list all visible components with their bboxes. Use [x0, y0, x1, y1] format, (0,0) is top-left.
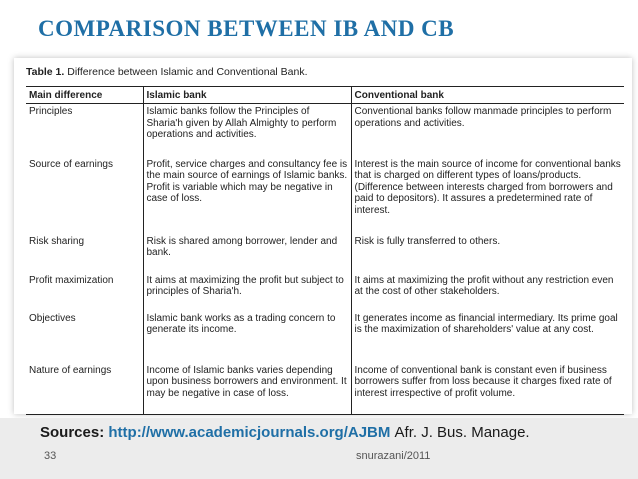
sources-link[interactable]: http://www.academicjournals.org/AJBM — [108, 424, 391, 441]
islamic-bank-cell: Risk is shared among borrower, lender and bank. — [143, 234, 351, 273]
conventional-bank-cell: Conventional banks follow manmade principles to perform operations and activities. — [351, 104, 624, 157]
sources-journal: Afr. J. Bus. Manage. — [394, 424, 530, 441]
page-number: 33 — [44, 450, 57, 462]
header-main-difference: Main difference — [26, 87, 143, 104]
table-caption-label: Table 1. — [26, 66, 65, 78]
author-credit: snurazani/2011 — [356, 450, 431, 462]
islamic-bank-cell: Income of Islamic banks varies depending upon business borrowers and environment. It may be negative in case of loss. — [143, 363, 351, 415]
table-caption-text: Difference between Islamic and Conventional Bank. — [64, 66, 308, 78]
slide-title: COMPARISON BETWEEN IB AND CB — [38, 16, 455, 41]
table-row — [26, 273, 624, 311]
conventional-bank-cell: Interest is the main source of income for conventional banks that is charged on different types of loans/products. (Difference between interests charged from borrowers and paid to depositors). It assures a predetermined rate of interest. — [351, 157, 624, 234]
table-row — [26, 157, 624, 234]
conventional-bank-cell: It aims at maximizing the profit without any restriction even at the cost of other stakeholders. — [351, 273, 624, 311]
islamic-bank-cell: Profit, service charges and consultancy fee is the main source of earnings of Islamic banks. Profit is variable which may be negative in case of loss. — [143, 157, 351, 234]
conventional-bank-cell: It generates income as financial intermediary. Its prime goal is the maximization of shareholders' value at any cost. — [351, 311, 624, 363]
islamic-bank-cell: Islamic bank works as a trading concern to generate its income. — [143, 311, 351, 363]
sources-line — [40, 424, 530, 441]
header-conventional-bank: Conventional bank — [351, 87, 624, 104]
conventional-bank-cell: Income of conventional bank is constant even if business borrowers suffer from loss because it charges fixed rate of interest irrespective of profit volume. — [351, 363, 624, 415]
conventional-bank-cell: Risk is fully transferred to others. — [351, 234, 624, 273]
table-row — [26, 104, 624, 157]
comparison-table — [26, 86, 624, 415]
table-row — [26, 311, 624, 363]
islamic-bank-cell: Islamic banks follow the Principles of Sharia'h given by Allah Almighty to perform operations and activities. — [143, 104, 351, 157]
row-label-risk-sharing: Risk sharing — [29, 235, 85, 247]
table-caption — [26, 66, 308, 78]
header-islamic-bank: Islamic bank — [143, 87, 351, 104]
table-panel — [14, 58, 632, 414]
row-label-profit-maximization: Profit maximization — [29, 274, 114, 286]
row-label-principles: Principles — [29, 106, 73, 118]
row-label-nature-of-earnings: Nature of earnings — [26, 363, 143, 415]
row-label-objectives: Objectives — [29, 312, 76, 324]
row-label-source-of-earnings: Source of earnings — [29, 158, 113, 170]
sources-label: Sources: — [40, 424, 105, 441]
footer-band — [0, 418, 638, 479]
table-header-row — [26, 87, 624, 104]
table-row — [26, 363, 624, 415]
table-row — [26, 234, 624, 273]
islamic-bank-cell: It aims at maximizing the profit but subject to principles of Sharia'h. — [143, 273, 351, 311]
